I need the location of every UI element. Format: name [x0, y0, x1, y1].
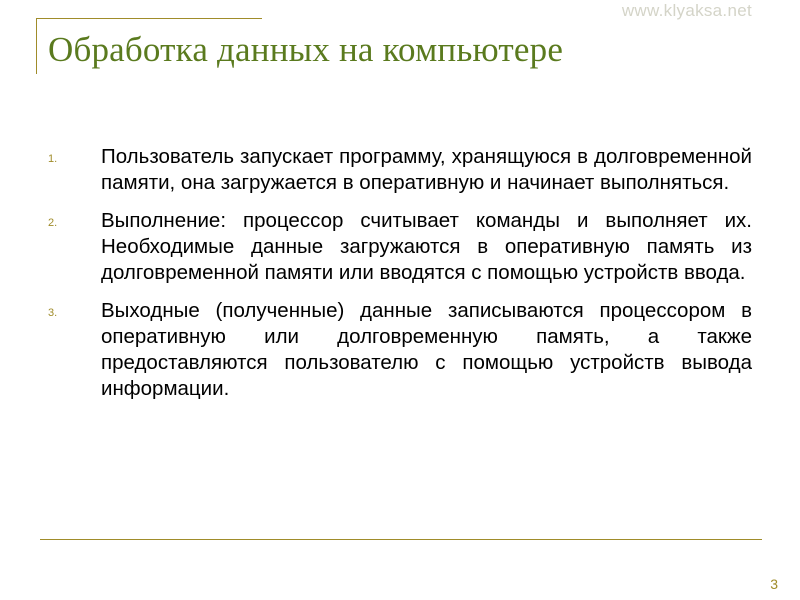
list-item-number: 3. — [48, 307, 58, 319]
watermark-text: www.klyaksa.net — [621, 1, 752, 20]
list-item-text: Выполнение: процессор считывает команды и выполняет их. Необходимые данные загружаются в оперативную память из долговременной памяти или вводятся с помощью устройств ввода. — [101, 209, 752, 284]
list-item-number: 1. — [48, 153, 58, 165]
list-item-text: Пользователь запускает программу, хранящуюся в долговременной памяти, она загружается в оперативную и начинает выполняться. — [101, 145, 752, 194]
title-top-rule — [36, 18, 262, 19]
list-item-text: Выходные (полученные) данные записываются процессором в оперативную или долговременную память, а также предоставляются пользователю с помощью устройств вывода информации. — [101, 299, 752, 400]
list-item-number: 2. — [48, 217, 58, 229]
numbered-list — [48, 144, 752, 414]
footer-rule — [40, 539, 762, 540]
list-item — [48, 208, 752, 286]
list-item — [48, 144, 752, 196]
slide-title: Обработка данных на компьютере — [48, 30, 564, 69]
title-vertical-rule — [36, 18, 37, 74]
page-number: 3 — [770, 576, 778, 592]
list-item — [48, 298, 752, 402]
